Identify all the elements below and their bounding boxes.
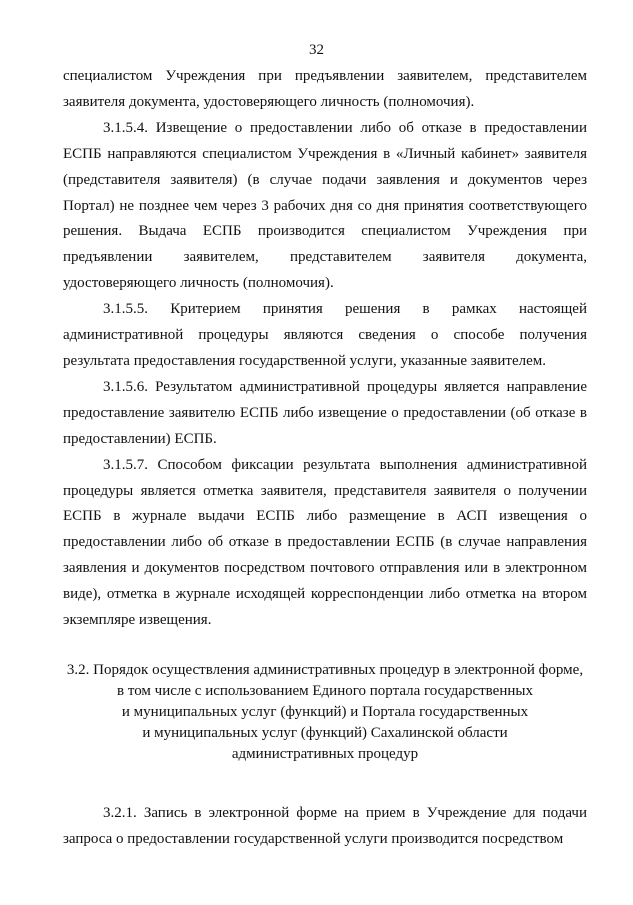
paragraph-3-1-5-5: 3.1.5.5. Критерием принятия решения в рамках настоящей административной процедуры являются сведения о способе получения результата предоставления государственной услуги, указанные заявителем. — [63, 301, 587, 369]
heading-line: в том числе с использованием Единого портала государственных — [117, 682, 533, 699]
heading-line: и муниципальных услуг (функций) Сахалинской области — [142, 724, 508, 741]
paragraph-3-1-5-7: 3.1.5.7. Способом фиксации результата выполнения административной процедуры является отметка заявителя, представителя заявителя о получении ЕСПБ в журнале выдачи ЕСПБ либо размещение в АСП извещения о предоставлении либо об отказе в предоставлении ЕСПБ (в случае направления заявления и документов посредством почтового отправления или в электронном виде), отметка в журнале исходящей корреспонденции либо отметка на втором экземпляре извещения. — [63, 456, 587, 629]
page-number: 32 — [309, 42, 324, 58]
paragraph-3-1-5-6: 3.1.5.6. Результатом административной процедуры является направление предоставление заявителю ЕСПБ либо извещение о предоставлении (об отказе в предоставлении) ЕСПБ. — [63, 378, 587, 447]
section-spacer — [63, 765, 587, 801]
heading-line: административных процедур — [231, 745, 419, 762]
section-heading-3-2 — [63, 660, 587, 765]
paragraph-continuation: специалистом Учреждения при предъявлении заявителем, представителем заявителя документа, удостоверяющего личность (полномочия). — [63, 68, 587, 110]
paragraph-3-1-5-4: 3.1.5.4. Извещение о предоставлении либо об отказе в предоставлении ЕСПБ направляются специалистом Учреждения в «Личный кабинет» заявителя (представителя заявителя) (в случае подачи заявления и документов через Портал) не позднее чем через 3 рабочих дня со дня принятия соответствующего решения. Выдача ЕСПБ производится специалистом Учреждения при предъявлении заявителем, представителем заявителя документа, удостоверяющего личность (полномочия). — [63, 119, 587, 292]
paragraph-3-2-1: 3.2.1. Запись в электронной форме на прием в Учреждение для подачи запроса о предоставлении государственной услуги производится посредством — [63, 804, 587, 847]
heading-line: 3.2. Порядок осуществления административных процедур в электронной форме, — [66, 661, 584, 678]
heading-line: и муниципальных услуг (функций) и Портала государственных — [121, 703, 529, 720]
document-body — [63, 64, 587, 853]
